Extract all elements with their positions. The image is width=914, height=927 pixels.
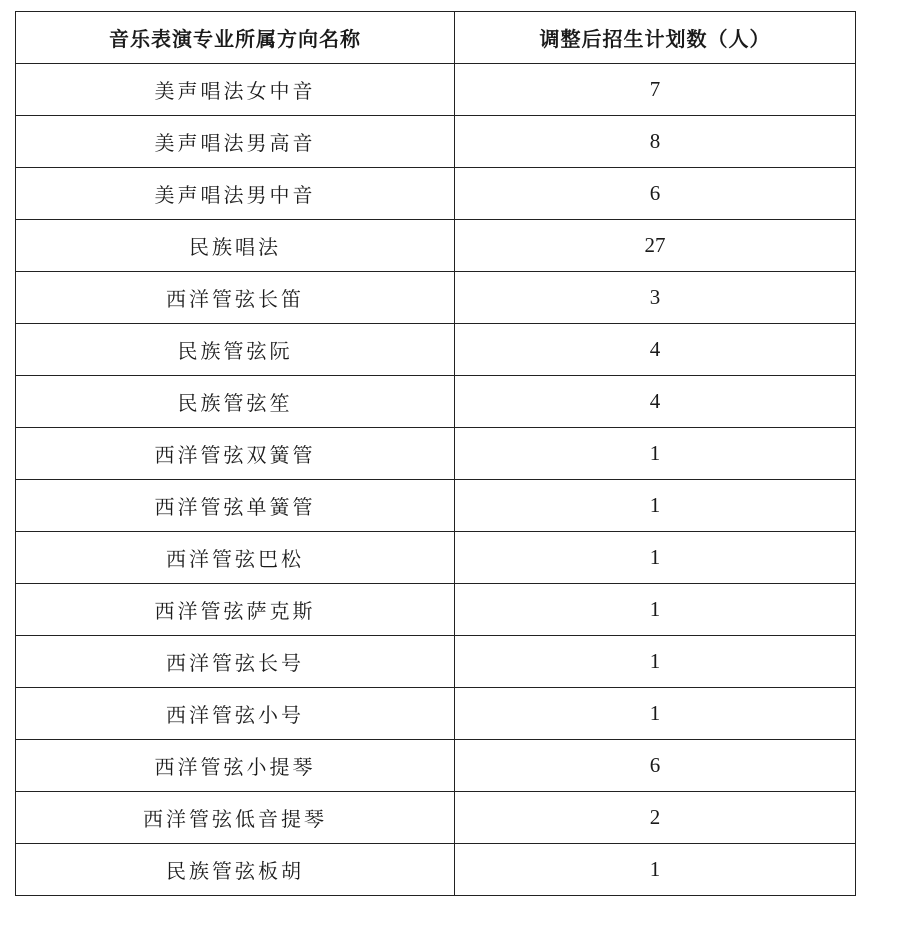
direction-name-cell: 美声唱法男高音 bbox=[16, 116, 455, 168]
quota-count-cell: 3 bbox=[455, 272, 856, 324]
direction-name-cell: 西洋管弦小号 bbox=[16, 688, 455, 740]
direction-name-cell: 美声唱法男中音 bbox=[16, 168, 455, 220]
table-row bbox=[16, 740, 856, 792]
direction-name-cell: 西洋管弦单簧管 bbox=[16, 480, 455, 532]
table-row bbox=[16, 324, 856, 376]
quota-count-cell: 4 bbox=[455, 376, 856, 428]
direction-name-cell: 民族管弦板胡 bbox=[16, 844, 455, 896]
quota-count-cell: 8 bbox=[455, 116, 856, 168]
table-row bbox=[16, 688, 856, 740]
quota-count-cell: 1 bbox=[455, 428, 856, 480]
quota-count-cell: 1 bbox=[455, 688, 856, 740]
table-row bbox=[16, 584, 856, 636]
table-body bbox=[16, 64, 856, 896]
table-row bbox=[16, 376, 856, 428]
quota-count-cell: 4 bbox=[455, 324, 856, 376]
table-row bbox=[16, 220, 856, 272]
direction-name-cell: 西洋管弦长笛 bbox=[16, 272, 455, 324]
enrollment-quota-table bbox=[15, 11, 856, 896]
direction-name-cell: 西洋管弦长号 bbox=[16, 636, 455, 688]
quota-count-cell: 1 bbox=[455, 844, 856, 896]
direction-name-cell: 美声唱法女中音 bbox=[16, 64, 455, 116]
quota-count-cell: 6 bbox=[455, 740, 856, 792]
table-header bbox=[16, 12, 856, 64]
direction-name-cell: 民族唱法 bbox=[16, 220, 455, 272]
direction-name-cell: 西洋管弦双簧管 bbox=[16, 428, 455, 480]
table-row bbox=[16, 116, 856, 168]
quota-count-cell: 1 bbox=[455, 480, 856, 532]
direction-name-cell: 民族管弦笙 bbox=[16, 376, 455, 428]
quota-count-cell: 7 bbox=[455, 64, 856, 116]
direction-name-cell: 民族管弦阮 bbox=[16, 324, 455, 376]
table-row bbox=[16, 636, 856, 688]
table-row bbox=[16, 428, 856, 480]
table-row bbox=[16, 480, 856, 532]
table-row bbox=[16, 792, 856, 844]
direction-name-cell: 西洋管弦低音提琴 bbox=[16, 792, 455, 844]
table-row bbox=[16, 532, 856, 584]
table-row bbox=[16, 64, 856, 116]
quota-count-cell: 6 bbox=[455, 168, 856, 220]
quota-count-cell: 1 bbox=[455, 532, 856, 584]
table-row bbox=[16, 272, 856, 324]
table-row bbox=[16, 168, 856, 220]
direction-name-cell: 西洋管弦小提琴 bbox=[16, 740, 455, 792]
direction-name-cell: 西洋管弦萨克斯 bbox=[16, 584, 455, 636]
quota-count-cell: 1 bbox=[455, 636, 856, 688]
header-direction-name: 音乐表演专业所属方向名称 bbox=[16, 12, 455, 64]
quota-count-cell: 27 bbox=[455, 220, 856, 272]
header-quota-count: 调整后招生计划数（人） bbox=[455, 12, 856, 64]
quota-count-cell: 2 bbox=[455, 792, 856, 844]
header-row bbox=[16, 12, 856, 64]
table-row bbox=[16, 844, 856, 896]
direction-name-cell: 西洋管弦巴松 bbox=[16, 532, 455, 584]
quota-count-cell: 1 bbox=[455, 584, 856, 636]
